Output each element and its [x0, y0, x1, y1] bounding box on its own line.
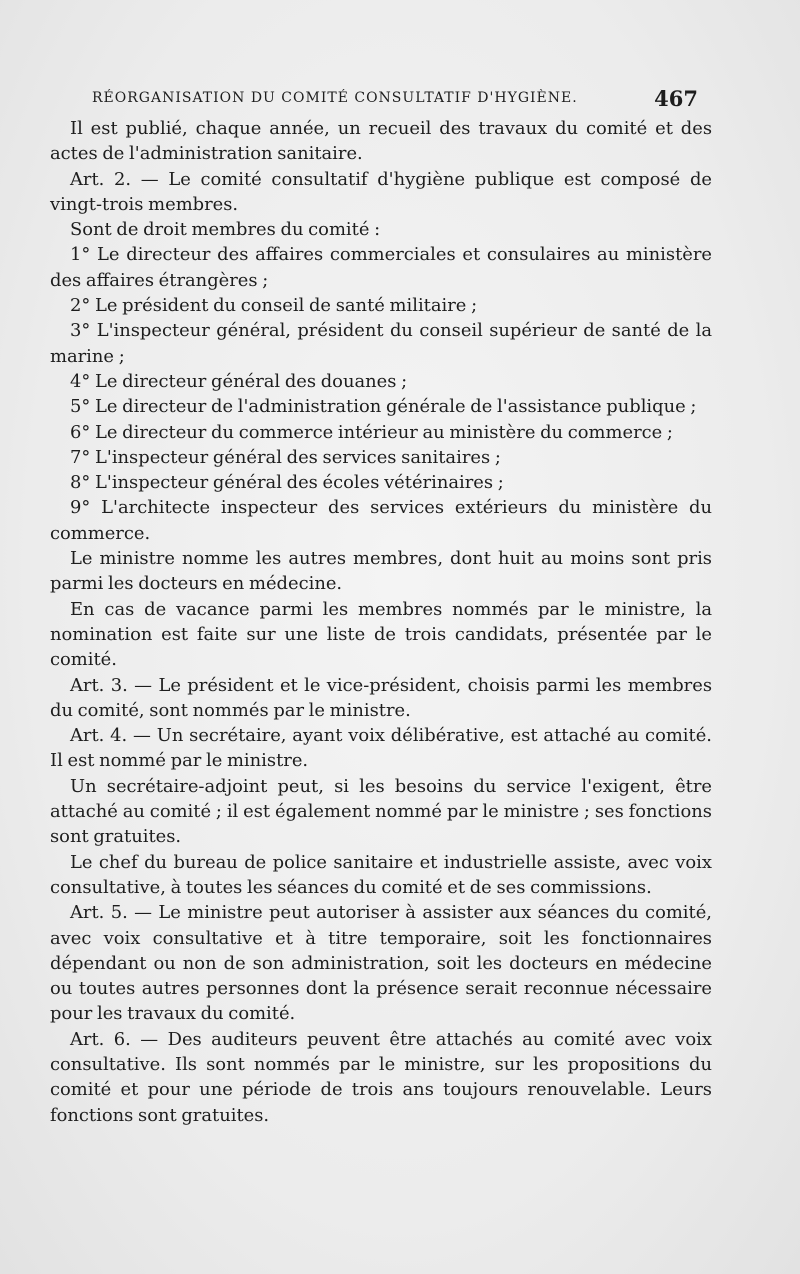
list-item-1: 1° Le directeur des affaires commerciales et consulaires au ministère des affaires étrangères ; — [50, 244, 712, 291]
list-item-9: 9° L'architecte inspecteur des services extérieurs du ministère du commerce. — [50, 497, 712, 544]
body-text — [50, 116, 712, 1128]
paragraph-article-2: Art. 2. — Le comité consultatif d'hygiène publique est composé de vingt-trois membres. — [50, 168, 712, 215]
paragraph-other-members: Le ministre nomme les autres membres, dont huit au moins sont pris parmi les docteurs en médecine. — [50, 548, 712, 595]
paragraph-article-5: Art. 5. — Le ministre peut autoriser à assister aux séances du comité, avec voix consultative et à titre temporaire, soit les fonctionnaires dépendant ou non de son administration, soit les docteurs en médecine ou toutes autres personnes dont la présence serait reconnue nécessaire pour les travaux du comité. — [50, 902, 712, 1025]
list-item-6: 6° Le directeur du commerce intérieur au ministère du commerce ; — [70, 421, 673, 443]
paragraph-article-4: Art. 4. — Un secrétaire, ayant voix délibérative, est attaché au comité. Il est nommé par le ministre. — [50, 725, 712, 772]
page-number: 467 — [654, 86, 698, 111]
paragraph-article-3: Art. 3. — Le président et le vice-président, choisis parmi les membres du comité, sont nommés par le ministre. — [50, 674, 712, 721]
paragraph-article-6: Art. 6. — Des auditeurs peuvent être attachés au comité avec voix consultative. Ils sont nommés par le ministre, sur les propositions du comité et pour une période de trois ans toujours renouvelable. Leurs fonctions sont gratuites. — [50, 1028, 712, 1126]
list-item-8: 8° L'inspecteur général des écoles vétérinaires ; — [70, 472, 504, 494]
paragraph-vacancy: En cas de vacance parmi les membres nommés par le ministre, la nomination est faite sur une liste de trois candidats, présentée par le comité. — [50, 598, 712, 671]
paragraph-publication: Il est publié, chaque année, un recueil des travaux du comité et des actes de l'administration sanitaire. — [50, 118, 712, 165]
list-item-5: 5° Le directeur de l'administration générale de l'assistance publique ; — [70, 396, 697, 418]
running-title: RÉORGANISATION DU COMITÉ CONSULTATIF D'HYGIÈNE. — [92, 90, 578, 106]
paragraph-assistant-secretary: Un secrétaire-adjoint peut, si les besoins du service l'exigent, être attaché au comité ; il est également nommé par le ministre ; ses fonctions sont gratuites. — [50, 775, 712, 848]
page-header — [92, 86, 712, 114]
paragraph-ex-officio-members: Sont de droit membres du comité : — [70, 219, 381, 241]
paragraph-police-bureau-chief: Le chef du bureau de police sanitaire et industrielle assiste, avec voix consultative, à toutes les séances du comité et de ses commissions. — [50, 851, 712, 898]
list-item-4: 4° Le directeur général des douanes ; — [70, 370, 408, 392]
list-item-3: 3° L'inspecteur général, président du conseil supérieur de santé de la marine ; — [50, 320, 712, 367]
list-item-2: 2° Le président du conseil de santé militaire ; — [70, 295, 478, 317]
list-item-7: 7° L'inspecteur général des services sanitaires ; — [70, 446, 501, 468]
